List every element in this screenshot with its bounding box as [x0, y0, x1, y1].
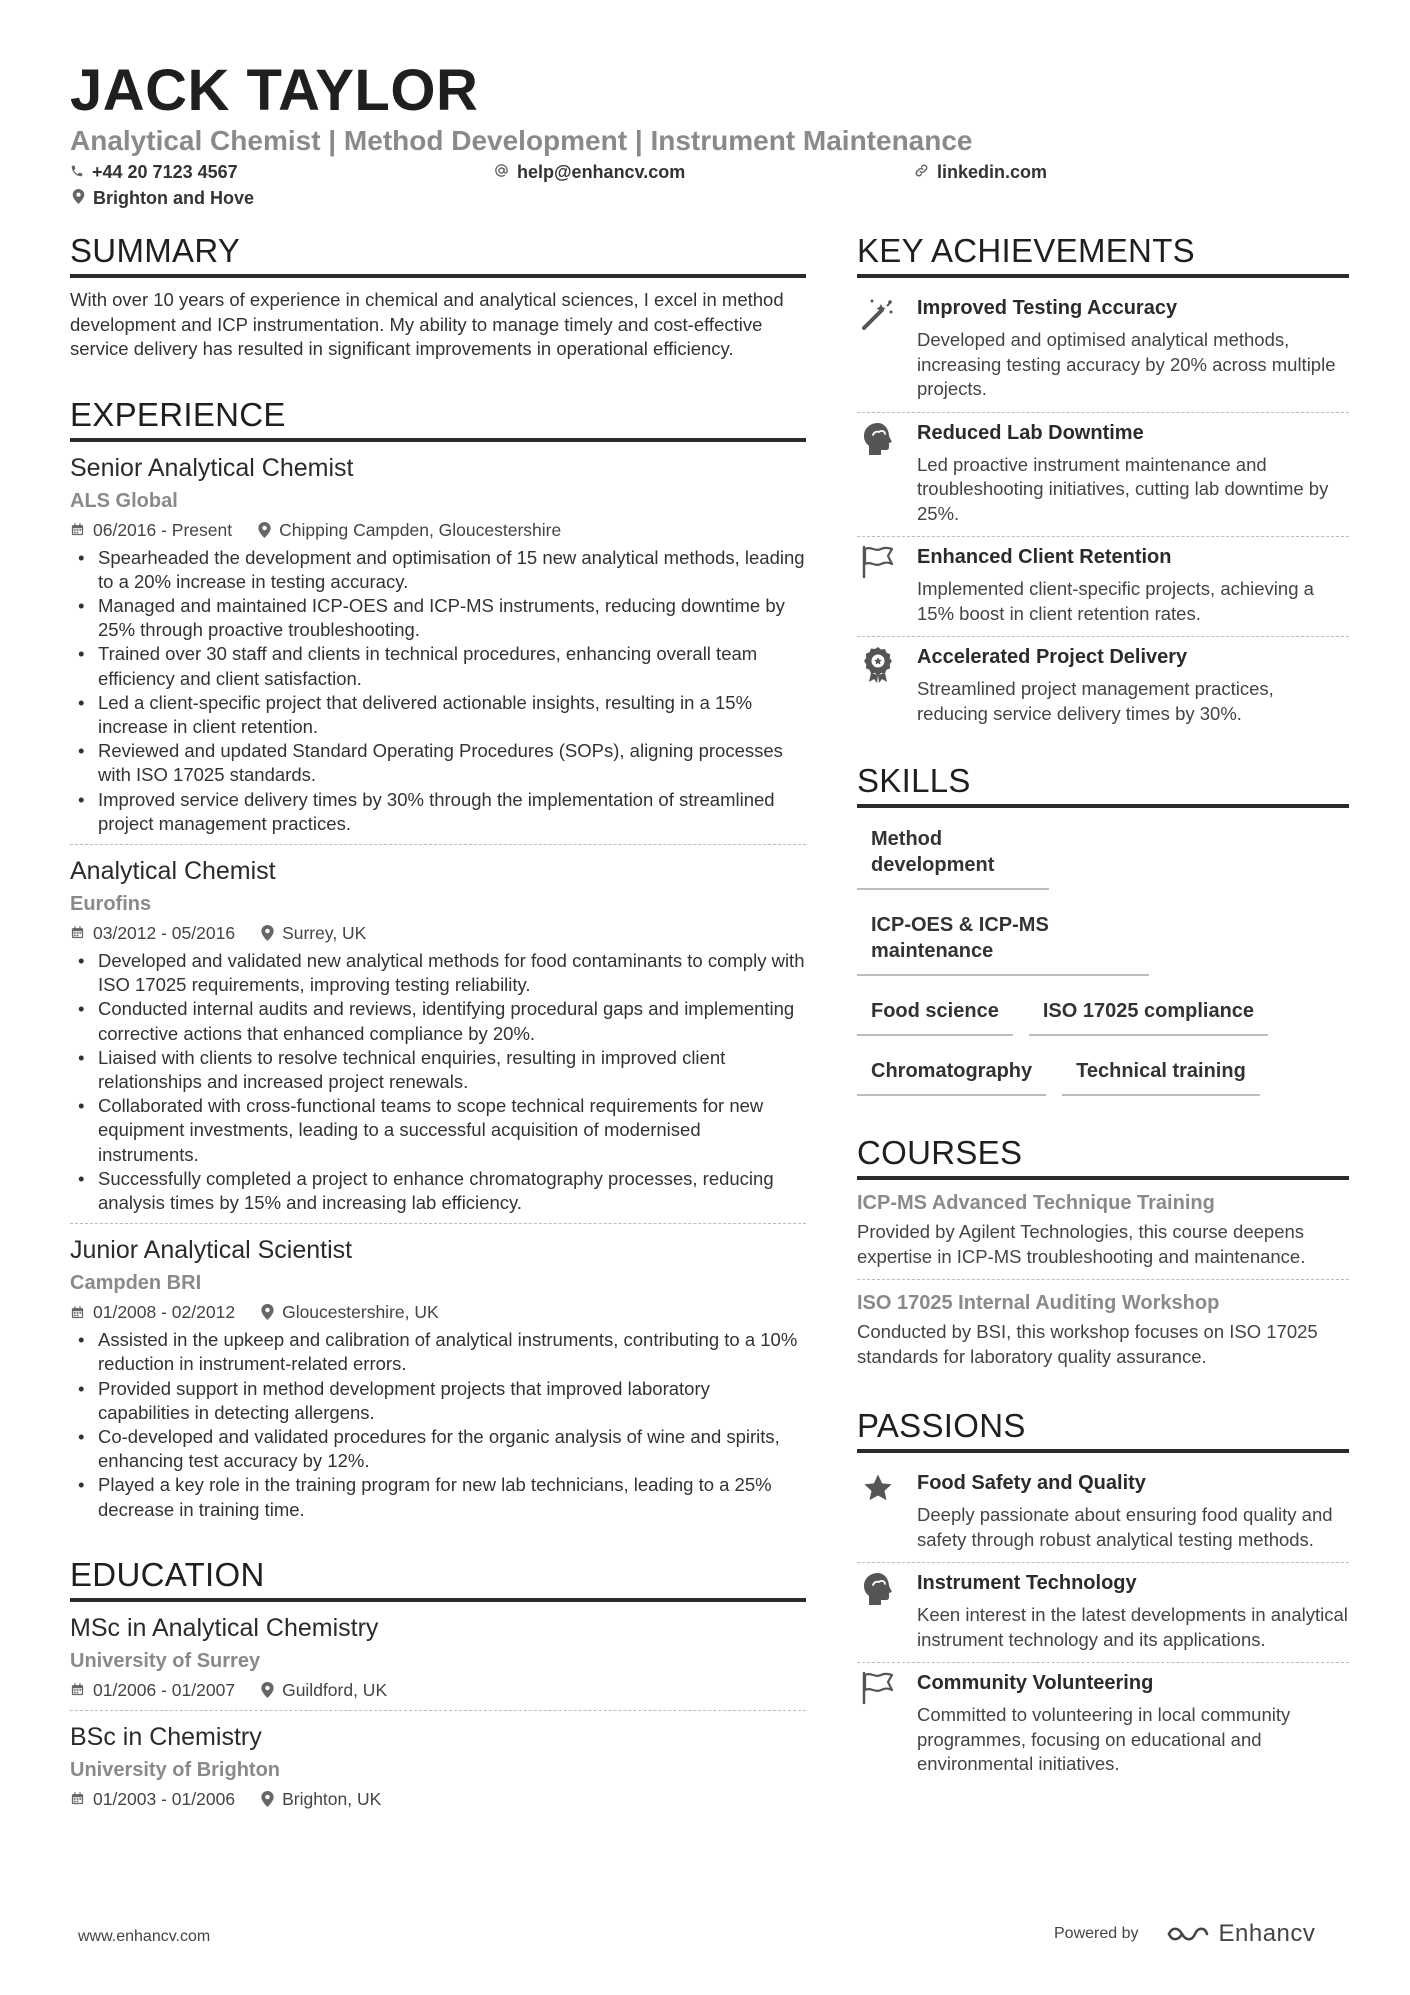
job-meta — [70, 921, 806, 945]
job-location: Chipping Campden, Gloucestershire — [279, 519, 562, 540]
summary-heading: SUMMARY — [70, 230, 806, 278]
courses-section — [857, 1132, 1349, 1379]
map-pin-icon — [261, 1304, 274, 1320]
experience-section — [70, 394, 806, 1530]
degree-title: MSc in Analytical Chemistry — [70, 1613, 379, 1642]
course-item — [857, 1190, 1349, 1280]
job-title: Senior Analytical Chemist — [70, 453, 354, 482]
school-name: University of Brighton — [70, 1758, 281, 1781]
map-pin-icon — [261, 925, 274, 941]
location-text: Brighton and Hove — [93, 188, 254, 208]
skill-tag: ICP-OES & ICP-MS maintenance — [857, 904, 1149, 976]
footer-branding — [1054, 1920, 1315, 1948]
candidate-tagline: Analytical Chemist | Method Development | Instrument Maintenance — [70, 125, 973, 156]
calendar-icon — [70, 925, 85, 940]
at-icon — [494, 160, 509, 184]
course-title: ICP-MS Advanced Technique Training — [857, 1192, 1215, 1214]
job-bullets — [70, 1328, 806, 1522]
flag-icon — [857, 1669, 899, 1777]
job-dates: 06/2016 - Present — [93, 519, 233, 540]
skill-tag: Chromatography — [857, 1050, 1046, 1096]
contact-phone — [70, 160, 238, 184]
bullet-item: • Co-developed and validated procedures for the organic analysis of wine and spirits, enhancing test accuracy by 12%. — [70, 1425, 806, 1473]
education-entry — [70, 1721, 806, 1819]
contact-location — [72, 186, 254, 210]
job-dates: 03/2012 - 05/2016 — [93, 922, 236, 943]
company-name: Campden BRI — [70, 1272, 202, 1295]
award-ribbon-icon — [857, 643, 899, 726]
experience-heading: EXPERIENCE — [70, 394, 806, 442]
education-location: Brighton, UK — [282, 1788, 382, 1809]
passion-item — [857, 1663, 1349, 1787]
job-entry — [70, 855, 806, 1224]
head-brain-icon — [857, 1569, 899, 1652]
calendar-icon — [70, 522, 85, 537]
achievement-item — [857, 537, 1349, 637]
passion-item — [857, 1463, 1349, 1563]
left-column — [70, 230, 806, 1829]
bullet-item: • Conducted internal audits and reviews, identifying procedural gaps and implementing corrective actions that enhanced compliance by 20%. — [70, 997, 806, 1045]
achievement-description: Implemented client-specific projects, achieving a 15% boost in client retention rates. — [917, 578, 1314, 624]
bullet-item: • Reviewed and updated Standard Operating Procedures (SOPs), aligning processes with ISO 17025 standards. — [70, 739, 806, 787]
company-name: ALS Global — [70, 489, 178, 512]
skills-list — [857, 818, 1349, 1110]
passions-section — [857, 1405, 1349, 1787]
enhancv-logo[interactable] — [1165, 1920, 1316, 1948]
job-meta — [70, 518, 806, 542]
education-dates: 01/2006 - 01/2007 — [93, 1679, 236, 1700]
skills-heading: SKILLS — [857, 760, 1349, 808]
passion-description: Deeply passionate about ensuring food quality and safety through robust analytical testing methods. — [917, 1504, 1333, 1550]
job-title: Junior Analytical Scientist — [70, 1236, 353, 1265]
course-description: Provided by Agilent Technologies, this course deepens expertise in ICP-MS troubleshooting and maintenance. — [857, 1221, 1306, 1267]
passions-heading: PASSIONS — [857, 1405, 1349, 1453]
passion-description: Keen interest in the latest developments in analytical instrument technology and its applications. — [917, 1604, 1348, 1650]
bullet-item: • Played a key role in the training program for new lab technicians, leading to a 25% decrease in training time. — [70, 1473, 806, 1521]
candidate-name: JACK TAYLOR — [70, 58, 479, 123]
linkedin-text[interactable]: linkedin.com — [937, 162, 1048, 182]
powered-by-text: Powered by — [1054, 1925, 1139, 1942]
achievements-section — [857, 230, 1349, 736]
skill-tag: Method development — [857, 818, 1049, 890]
passion-title: Food Safety and Quality — [917, 1472, 1146, 1494]
job-bullets — [70, 949, 806, 1215]
right-column — [857, 230, 1349, 1787]
flag-icon — [857, 543, 899, 626]
achievement-title: Improved Testing Accuracy — [917, 297, 1178, 319]
education-section — [70, 1554, 806, 1819]
achievements-heading: KEY ACHIEVEMENTS — [857, 230, 1349, 278]
passion-item — [857, 1563, 1349, 1663]
job-location: Surrey, UK — [282, 922, 367, 943]
passion-title: Instrument Technology — [917, 1572, 1137, 1594]
calendar-icon — [70, 1682, 85, 1697]
bullet-item: • Provided support in method development projects that improved laboratory capabilities in detecting allergens. — [70, 1377, 806, 1425]
achievement-title: Reduced Lab Downtime — [917, 421, 1144, 444]
school-name: University of Surrey — [70, 1649, 261, 1672]
achievement-item — [857, 637, 1349, 736]
passion-description: Committed to volunteering in local community programmes, focusing on educational and environmental initiatives. — [917, 1704, 1291, 1774]
bullet-item: • Led a client-specific project that delivered actionable insights, resulting in a 15% increase in client retention. — [70, 691, 806, 739]
bullet-item: • Improved service delivery times by 30% through the implementation of streamlined project management practices. — [70, 788, 806, 836]
phone-text[interactable]: +44 20 7123 4567 — [92, 162, 238, 182]
brand-name: Enhancv — [1218, 1920, 1316, 1947]
skill-tag: Food science — [857, 990, 1013, 1036]
achievement-title: Accelerated Project Delivery — [917, 646, 1188, 668]
map-pin-icon — [261, 1791, 274, 1807]
bullet-item: • Successfully completed a project to enhance chromatography processes, reducing analysis times by 15% and increasing lab efficiency. — [70, 1167, 806, 1215]
link-icon — [914, 160, 929, 184]
bullet-item: • Developed and validated new analytical methods for food contaminants to comply with ISO 17025 requirements, improving testing reliability. — [70, 949, 806, 997]
contact-email — [494, 160, 685, 184]
map-pin-icon — [258, 522, 271, 538]
education-heading: EDUCATION — [70, 1554, 806, 1602]
achievement-description: Led proactive instrument maintenance and troubleshooting initiatives, cutting lab downtime by 25%. — [917, 453, 1329, 524]
education-meta — [70, 1678, 806, 1702]
passion-title: Community Volunteering — [917, 1672, 1154, 1694]
star-icon — [857, 1469, 899, 1552]
course-description: Conducted by BSI, this workshop focuses on ISO 17025 standards for laboratory quality assurance. — [857, 1321, 1318, 1367]
enhancv-logo-icon — [1165, 1922, 1211, 1946]
job-entry — [70, 1234, 806, 1530]
calendar-icon — [70, 1305, 85, 1320]
bullet-item: • Spearheaded the development and optimisation of 15 new analytical methods, leading to a 20% increase in testing accuracy. — [70, 546, 806, 594]
contact-linkedin — [914, 160, 1047, 184]
courses-heading: COURSES — [857, 1132, 1349, 1180]
magic-wand-icon — [857, 294, 899, 402]
map-pin-icon — [72, 186, 85, 210]
degree-title: BSc in Chemistry — [70, 1722, 262, 1751]
job-location: Gloucestershire, UK — [282, 1302, 439, 1323]
phone-icon — [70, 160, 84, 184]
course-item — [857, 1290, 1349, 1379]
job-meta — [70, 1300, 806, 1324]
skill-tag: ISO 17025 compliance — [1029, 990, 1268, 1036]
calendar-icon — [70, 1791, 85, 1806]
job-entry — [70, 452, 806, 845]
footer-website[interactable]: www.enhancv.com — [78, 1928, 211, 1945]
summary-section — [70, 230, 806, 362]
achievement-title: Enhanced Client Retention — [917, 546, 1172, 568]
company-name: Eurofins — [70, 892, 152, 915]
bullet-item: • Assisted in the upkeep and calibration of analytical instruments, contributing to a 10% reduction in instrument-related errors. — [70, 1328, 806, 1376]
bullet-item: • Trained over 30 staff and clients in technical procedures, enhancing overall team efficiency and client satisfaction. — [70, 642, 806, 690]
skill-tag: Technical training — [1062, 1050, 1260, 1096]
education-dates: 01/2003 - 01/2006 — [93, 1788, 236, 1809]
summary-text: With over 10 years of experience in chemical and analytical sciences, I excel in method development and ICP instrumentation. My ability to manage timely and cost-effective service delivery has resulted in significant improvements in operational efficiency. — [70, 289, 784, 359]
education-entry — [70, 1612, 806, 1711]
course-title: ISO 17025 Internal Auditing Workshop — [857, 1292, 1220, 1314]
bullet-item: • Collaborated with cross-functional teams to scope technical requirements for new equipment investments, leading to a successful acquisition of modernised instruments. — [70, 1094, 806, 1167]
education-meta — [70, 1787, 806, 1811]
job-title: Analytical Chemist — [70, 856, 276, 885]
job-bullets — [70, 546, 806, 836]
map-pin-icon — [261, 1682, 274, 1698]
skills-section — [857, 760, 1349, 1110]
bullet-item: • Liaised with clients to resolve technical enquiries, resulting in improved client relationships and increased project renewals. — [70, 1046, 806, 1094]
bullet-item: • Managed and maintained ICP-OES and ICP-MS instruments, reducing downtime by 25% through proactive troubleshooting. — [70, 594, 806, 642]
head-brain-icon — [857, 419, 899, 527]
achievement-item — [857, 288, 1349, 413]
achievement-description: Streamlined project management practices, reducing service delivery times by 30%. — [917, 678, 1274, 724]
email-text[interactable]: help@enhancv.com — [517, 162, 686, 182]
achievement-item — [857, 413, 1349, 538]
achievement-description: Developed and optimised analytical methods, increasing testing accuracy by 20% across multiple projects. — [917, 329, 1336, 399]
job-dates: 01/2008 - 02/2012 — [93, 1302, 236, 1323]
education-location: Guildford, UK — [282, 1679, 388, 1700]
